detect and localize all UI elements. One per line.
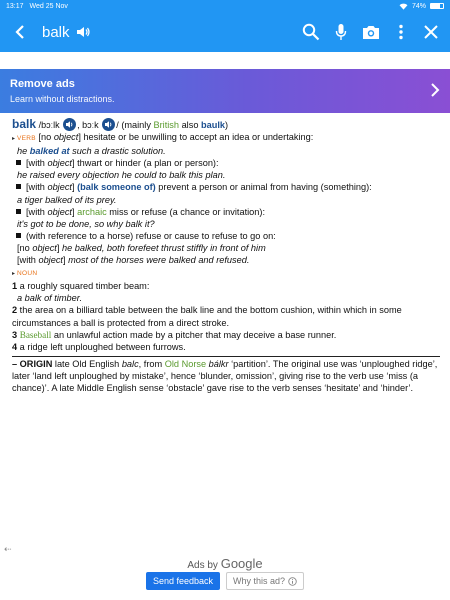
pos-verb-label: VERB	[17, 135, 36, 143]
variant-post: )	[224, 120, 229, 130]
variant-pre: (mainly	[121, 120, 154, 130]
battery-percent: 74%	[411, 2, 426, 10]
sense-text: miss or refuse (a chance or invitation):	[106, 206, 266, 217]
google-logo-text: Google	[220, 556, 263, 571]
noun-sense-4	[12, 341, 440, 353]
example-text: such a drastic solution.	[69, 146, 166, 157]
battery-level	[431, 4, 440, 8]
headword-line	[12, 118, 440, 131]
grammar-note: object	[32, 242, 57, 253]
pronunciation-end: /	[116, 120, 119, 130]
square-bullet-icon	[16, 184, 21, 189]
example-text: he	[17, 146, 30, 157]
search-button[interactable]	[296, 12, 326, 52]
variant-mid: also	[179, 120, 201, 130]
status-time: 13:17	[6, 2, 24, 10]
back-button[interactable]	[4, 12, 36, 52]
app-bar	[0, 12, 450, 52]
camera-icon	[362, 24, 380, 40]
sense-text: [with	[26, 182, 48, 193]
grammar-note: object	[38, 255, 63, 266]
info-icon	[288, 577, 297, 586]
wifi-icon	[399, 3, 408, 10]
sense-text: [no	[38, 132, 54, 143]
pronunciation-uk: /bɔːlk	[38, 120, 60, 130]
status-date: Wed 25 Nov	[29, 2, 68, 10]
sense-number: 2	[12, 305, 18, 316]
search-icon	[302, 23, 320, 41]
sense-text: ]	[71, 206, 78, 217]
variant-region: British	[153, 120, 180, 130]
ad-actions	[0, 572, 450, 590]
speaker-icon	[63, 118, 76, 131]
origin-label: – ORIGIN	[12, 358, 53, 369]
sense-text: ] thwart or hinder (a plan or person):	[71, 158, 219, 169]
subject-label: Baseball	[19, 329, 52, 340]
headword: balk	[12, 117, 37, 131]
sense-number: 1	[12, 281, 18, 292]
ads-by-google	[0, 556, 450, 571]
pronunciation-audio-button-1[interactable]	[63, 118, 76, 131]
noun-sense-2	[12, 304, 440, 328]
camera-button[interactable]	[356, 12, 386, 52]
verb-sense-2	[12, 157, 440, 169]
why-this-ad-button[interactable]	[226, 572, 304, 590]
more-vert-icon	[398, 24, 404, 40]
speaker-icon	[102, 118, 115, 131]
speaker-icon	[76, 26, 90, 38]
register-label: archaic	[77, 206, 107, 217]
noun-example-1: a balk of timber.	[17, 293, 83, 304]
sense-number: 4	[12, 341, 18, 352]
sense-text: a ridge left unploughed between furrows.	[17, 341, 186, 352]
status-bar	[0, 0, 450, 12]
example-4: it's got to be done, so why balk it?	[17, 218, 155, 229]
sense-text: a roughly squared timber beam:	[17, 281, 150, 292]
square-bullet-icon	[16, 233, 21, 238]
sense-text: ]	[62, 255, 69, 266]
verb-sense-5	[12, 230, 440, 242]
example-phrase: balked at	[29, 146, 70, 157]
sense-text: the area on a billiard table between the balk line and the bottom cushion, within which in some circumstances a ball is protected from a direct stroke.	[12, 305, 402, 328]
sense-text: (with reference to a horse) refuse or cause to refuse to go on:	[26, 230, 276, 241]
pronunciation-alt: , bɔːk	[77, 120, 99, 130]
example-2: he raised every objection he could to balk this plan.	[17, 170, 226, 181]
triangle-bullet-icon: ▸	[12, 136, 16, 143]
voice-search-button[interactable]	[326, 12, 356, 52]
more-options-button[interactable]	[386, 12, 416, 52]
sense-text: ]	[71, 182, 78, 193]
example-6	[12, 254, 440, 266]
origin-word: bálkr	[208, 358, 229, 369]
grammar-note: object	[47, 206, 72, 217]
search-query[interactable]: balk	[42, 23, 70, 41]
origin-text: , from	[138, 358, 165, 369]
sense-text: [no	[17, 242, 33, 253]
verb-sense-3	[12, 181, 440, 193]
example-text: most of the horses were balked and refused.	[68, 255, 250, 266]
grammar-note: object	[47, 182, 72, 193]
remove-ads-title: Remove ads	[10, 78, 75, 90]
remove-ads-banner[interactable]	[0, 69, 450, 113]
square-bullet-icon	[16, 160, 21, 165]
example-text: he balked, both forefeet thrust stiffly in front of him	[61, 242, 266, 253]
language-label: Old Norse	[164, 358, 207, 369]
origin-text: ‘partition’. The original use was ‘unploughed ridge’, later ‘land left unploughed by mistake’, hence ‘blunder, omission’, giving rise to the verb use ‘miss (a chance)’. A late Middle English sense ‘obstacle’ gave rise to the verb senses ‘hesitate’ and ‘hinder’.	[12, 358, 438, 393]
sense-text: [with	[26, 206, 48, 217]
triangle-bullet-icon: ▸	[12, 271, 16, 278]
square-bullet-icon	[16, 209, 21, 214]
origin-word: balc	[121, 358, 139, 369]
app-bar-actions	[296, 12, 446, 52]
close-button[interactable]	[416, 12, 446, 52]
verb-sense-1	[12, 131, 440, 145]
noun-sense-1	[12, 280, 440, 292]
close-icon	[423, 24, 439, 40]
noun-heading	[12, 266, 440, 280]
example-3: a tiger balked of its prey.	[17, 194, 117, 205]
sense-text: prevent a person or animal from having (something):	[155, 182, 372, 193]
status-right	[399, 3, 444, 10]
chevron-right-icon	[430, 82, 440, 98]
sense-text: ] hesitate or be unwilling to accept an idea or undertaking:	[78, 132, 314, 143]
sense-text: [with	[17, 255, 39, 266]
noun-sense-3	[12, 329, 440, 341]
origin-section	[12, 356, 440, 394]
sense-text: an unlawful action made by a pitcher that may deceive a base runner.	[51, 329, 337, 340]
grammar-note: object	[53, 132, 79, 143]
back-arrow-icon	[14, 24, 26, 40]
phrasal-form: (balk someone of)	[77, 182, 156, 193]
pronunciation-audio-button-2[interactable]	[102, 118, 115, 131]
sense-text: [with	[26, 158, 48, 169]
why-this-ad-label: Why this ad?	[233, 576, 286, 586]
grammar-note: object	[47, 158, 72, 169]
verb-sense-4	[12, 206, 440, 218]
ads-by-label: Ads by	[187, 560, 221, 571]
pronounce-button[interactable]	[76, 26, 90, 38]
variant-word[interactable]: baulk	[200, 120, 225, 130]
origin-text: late Old English	[52, 358, 122, 369]
sense-text: ]	[56, 242, 62, 253]
example-1	[12, 145, 440, 157]
sense-number: 3	[12, 329, 18, 340]
microphone-icon	[335, 23, 347, 41]
ad-back-arrow[interactable]: ⇠	[4, 544, 12, 554]
dictionary-entry	[12, 118, 440, 394]
pos-noun-label: NOUN	[17, 270, 38, 278]
send-feedback-button[interactable]: Send feedback	[146, 572, 220, 590]
battery-icon	[430, 3, 444, 9]
example-5	[12, 242, 440, 254]
remove-ads-subtitle: Learn without distractions.	[10, 94, 115, 104]
